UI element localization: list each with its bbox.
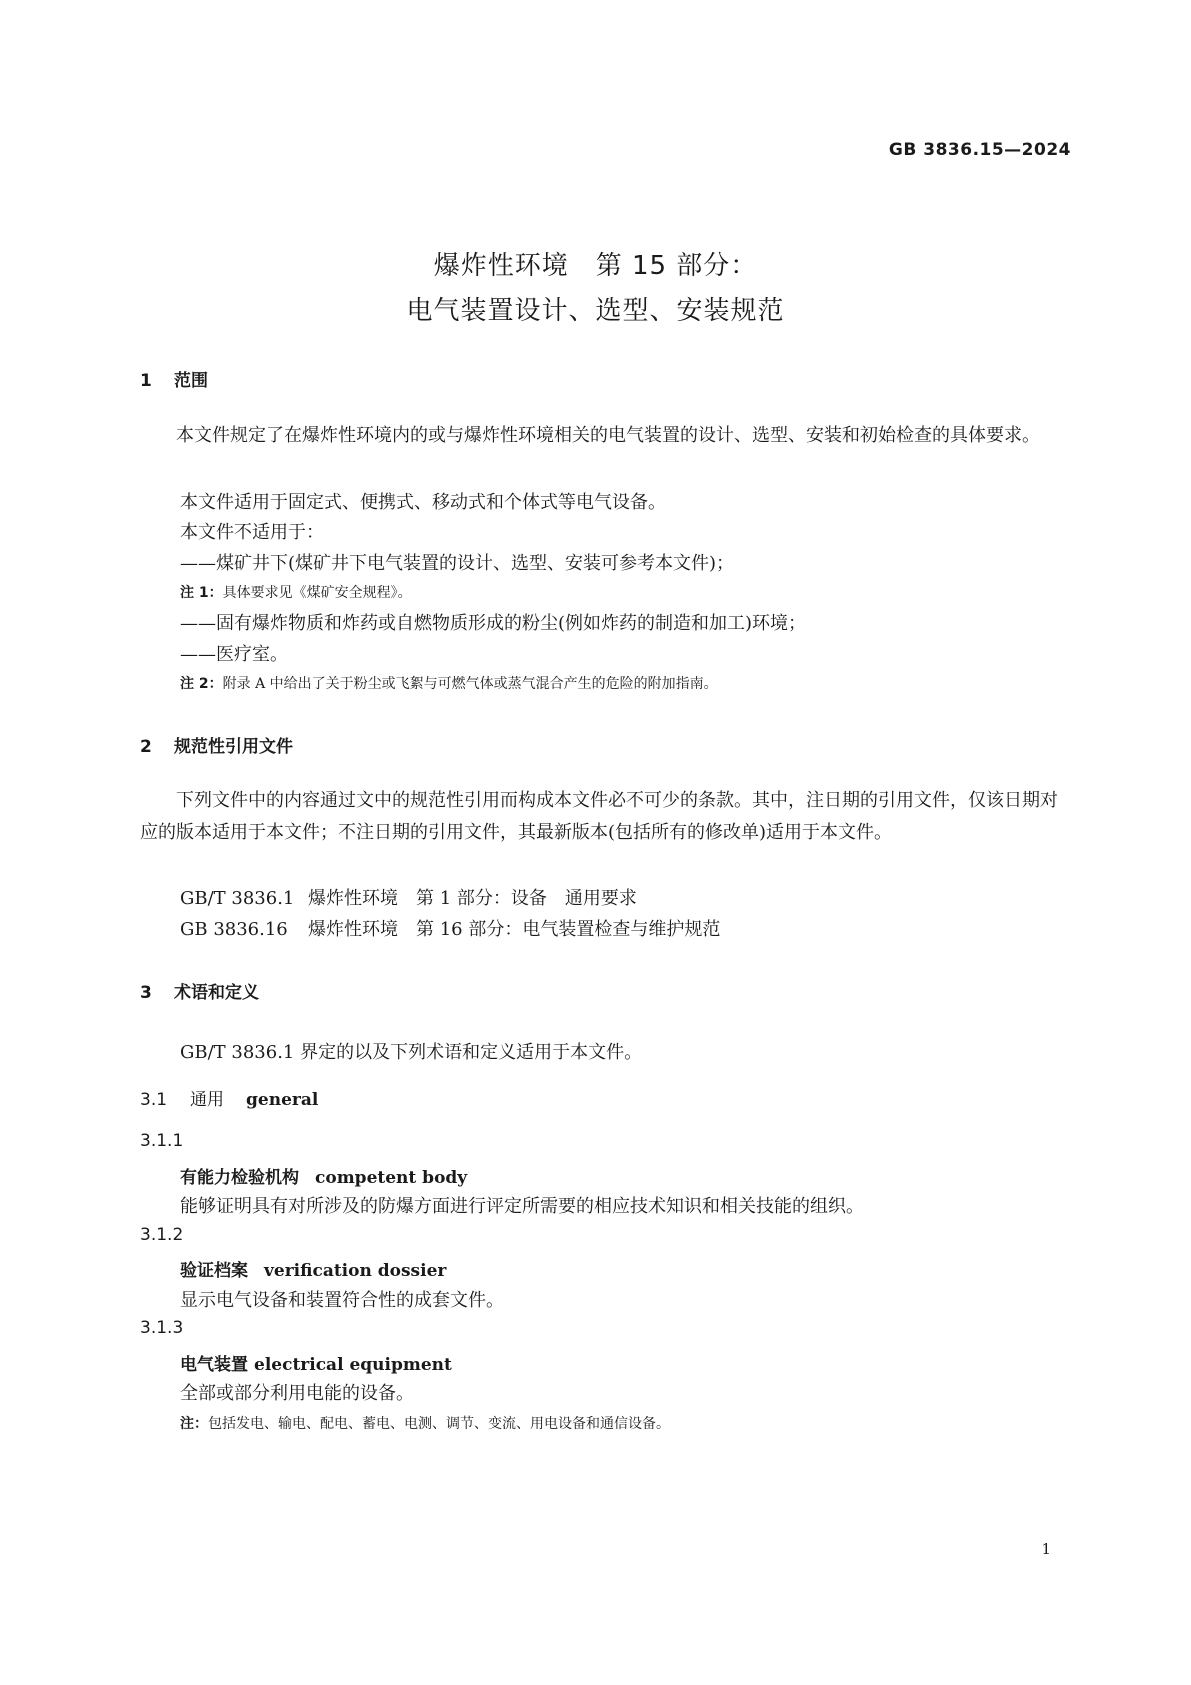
section-title: 术语和定义 [174, 983, 259, 1003]
term-en: competent body [315, 1168, 468, 1188]
term-number: 3.1.3 [140, 1318, 184, 1338]
term-definition: 能够证明具有对所涉及的防爆方面进行评定所需要的相应技术知识和相关技能的组织。 [180, 1196, 864, 1217]
note-text: 包括发电、输电、配电、蓄电、电测、调节、变流、用电设备和通信设备。 [208, 1416, 670, 1432]
subsection-3-1 [140, 1085, 318, 1110]
reference-code: GB/T 3836.1 [180, 888, 295, 909]
term-en: verification dossier [264, 1261, 447, 1281]
page-number: 1 [1041, 1540, 1051, 1558]
document-title-line2: 电气装置设计、选型、安装规范 [406, 296, 785, 326]
section-number: 1 [140, 371, 152, 391]
standard-code: GB 3836.15—2024 [888, 140, 1071, 160]
note-text: 附录 A 中给出了关于粉尘或飞絮与可燃气体或蒸气混合产生的危险的附加指南。 [222, 676, 718, 692]
term-zh: 有能力检验机构 [180, 1168, 299, 1188]
terms-intro: GB/T 3836.1 界定的以及下列术语和定义适用于本文件。 [180, 1042, 643, 1063]
term-note [180, 1413, 670, 1433]
note-1 [180, 582, 412, 602]
term-number: 3.1.2 [140, 1225, 184, 1245]
section-number: 2 [140, 737, 152, 757]
exclusion-item-1: ——煤矿井下(煤矿井下电气装置的设计、选型、安装可参考本文件)； [180, 553, 735, 574]
exclusion-item-3: ——医疗室。 [180, 644, 288, 665]
reference-item [180, 915, 720, 941]
term-heading [180, 1163, 467, 1188]
reference-title: 爆炸性环境 第 1 部分：设备 通用要求 [308, 888, 637, 909]
subsection-number: 3.1 [140, 1090, 168, 1110]
reference-item [180, 884, 637, 910]
section-1-heading [140, 366, 208, 391]
term-zh: 电气装置 [180, 1355, 248, 1375]
note-2 [180, 673, 718, 693]
term-definition: 显示电气设备和装置符合性的成套文件。 [180, 1290, 504, 1311]
note-label: 注 2： [180, 676, 223, 692]
term-zh: 验证档案 [180, 1261, 248, 1281]
term-definition: 全部或部分利用电能的设备。 [180, 1383, 414, 1404]
reference-code: GB 3836.16 [180, 919, 288, 940]
note-text: 具体要求见《煤矿安全规程》。 [222, 585, 412, 601]
scope-paragraph-2: 本文件适用于固定式、便携式、移动式和个体式等电气设备。 [180, 492, 666, 513]
normative-references-paragraph: 下列文件中的内容通过文中的规范性引用而构成本文件必不可少的条款。其中，注日期的引用文件，仅该日期对应的版本适用于本文件；不注日期的引用文件，其最新版本(包括所有的修改单)适用于本文件。 [140, 790, 1058, 843]
document-title-line1: 爆炸性环境 第 15 部分： [433, 251, 758, 281]
term-number: 3.1.1 [140, 1131, 184, 1151]
section-title: 规范性引用文件 [174, 737, 293, 757]
section-2-heading [140, 732, 293, 757]
scope-paragraph-1: 本文件规定了在爆炸性环境内的或与爆炸性环境相关的电气装置的设计、选型、安装和初始检查的具体要求。 [176, 425, 1040, 446]
section-title: 范围 [174, 371, 208, 391]
section-3-heading [140, 978, 259, 1003]
term-heading [180, 1256, 446, 1281]
reference-title: 爆炸性环境 第 16 部分：电气装置检查与维护规范 [308, 919, 721, 940]
exclusion-item-2: ——固有爆炸物质和炸药或自燃物质形成的粉尘(例如炸药的制造和加工)环境； [180, 613, 807, 634]
term-en: electrical equipment [254, 1355, 452, 1375]
scope-paragraph-3: 本文件不适用于： [180, 522, 324, 543]
note-label: 注： [180, 1416, 208, 1432]
section-number: 3 [140, 983, 152, 1003]
note-label: 注 1： [180, 585, 223, 601]
subsection-title-en: general [246, 1090, 319, 1110]
subsection-title-zh: 通用 [190, 1090, 224, 1110]
term-heading [180, 1350, 452, 1375]
